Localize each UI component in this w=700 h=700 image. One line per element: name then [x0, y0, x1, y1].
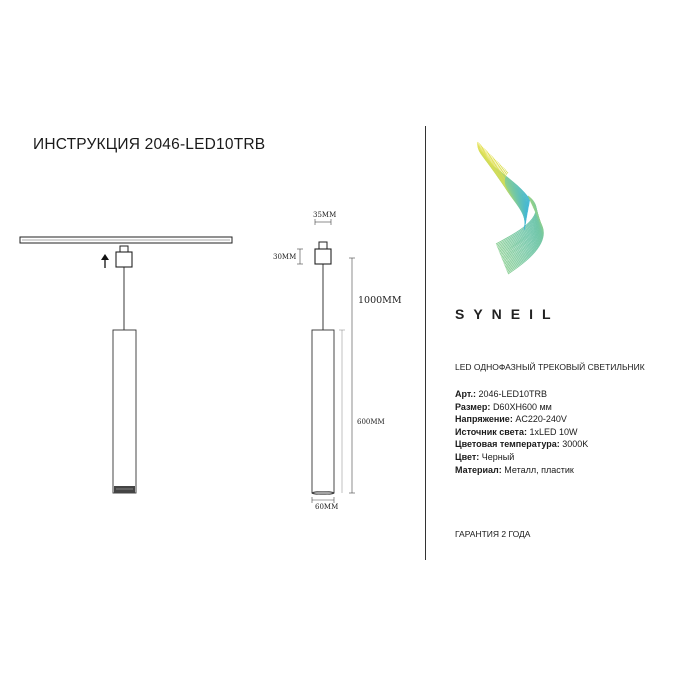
track-rail — [20, 237, 232, 243]
dim-body-length: 600MM — [357, 418, 385, 426]
spec-value: 3000K — [562, 439, 589, 450]
spec-label: Источник света: — [455, 426, 527, 437]
warranty-text: ГАРАНТИЯ 2 ГОДА — [455, 529, 531, 539]
install-arrow-icon — [101, 254, 109, 268]
spec-row-size — [455, 401, 588, 414]
spec-value: Металл, пластик — [504, 464, 574, 475]
brand-logo-text: SYNEIL — [455, 306, 560, 322]
spec-value: 2046-LED10TRB — [478, 389, 548, 399]
spec-list — [455, 388, 588, 476]
spec-row-light-source — [455, 426, 588, 439]
spec-label: Напряжение: — [455, 414, 513, 425]
spec-value: D60XH600 мм — [492, 401, 552, 412]
spec-value: 1xLED 10W — [529, 426, 578, 437]
spec-label: Арт.: — [455, 389, 476, 399]
dim-adapter-width: 35MM — [313, 211, 337, 219]
spec-row-material — [455, 464, 588, 477]
lamp-side-view — [113, 246, 136, 493]
spec-row-color-temperature — [455, 438, 588, 451]
column-divider — [425, 126, 426, 560]
lamp-dimension-view — [297, 219, 355, 503]
spec-label: Цветовая температура: — [455, 439, 560, 450]
spec-value: AC220-240V — [515, 414, 567, 425]
dim-diameter: 60MM — [315, 503, 339, 511]
product-subtitle: LED ОДНОФАЗНЫЙ ТРЕКОВЫЙ СВЕТИЛЬНИК — [455, 362, 645, 372]
page-title: ИНСТРУКЦИЯ 2046-LED10TRB — [33, 136, 266, 153]
spec-label: Размер: — [455, 401, 491, 412]
spec-row-color — [455, 451, 588, 464]
spec-row-article — [455, 388, 588, 401]
spec-row-voltage — [455, 413, 588, 426]
spec-label: Цвет: — [455, 451, 480, 462]
spec-value: Черный — [481, 451, 515, 462]
dim-adapter-height: 30MM — [273, 253, 297, 261]
syneil-logo-icon — [470, 138, 560, 288]
spec-label: Материал: — [455, 464, 502, 475]
dim-total-length: 1000MM — [358, 295, 402, 306]
